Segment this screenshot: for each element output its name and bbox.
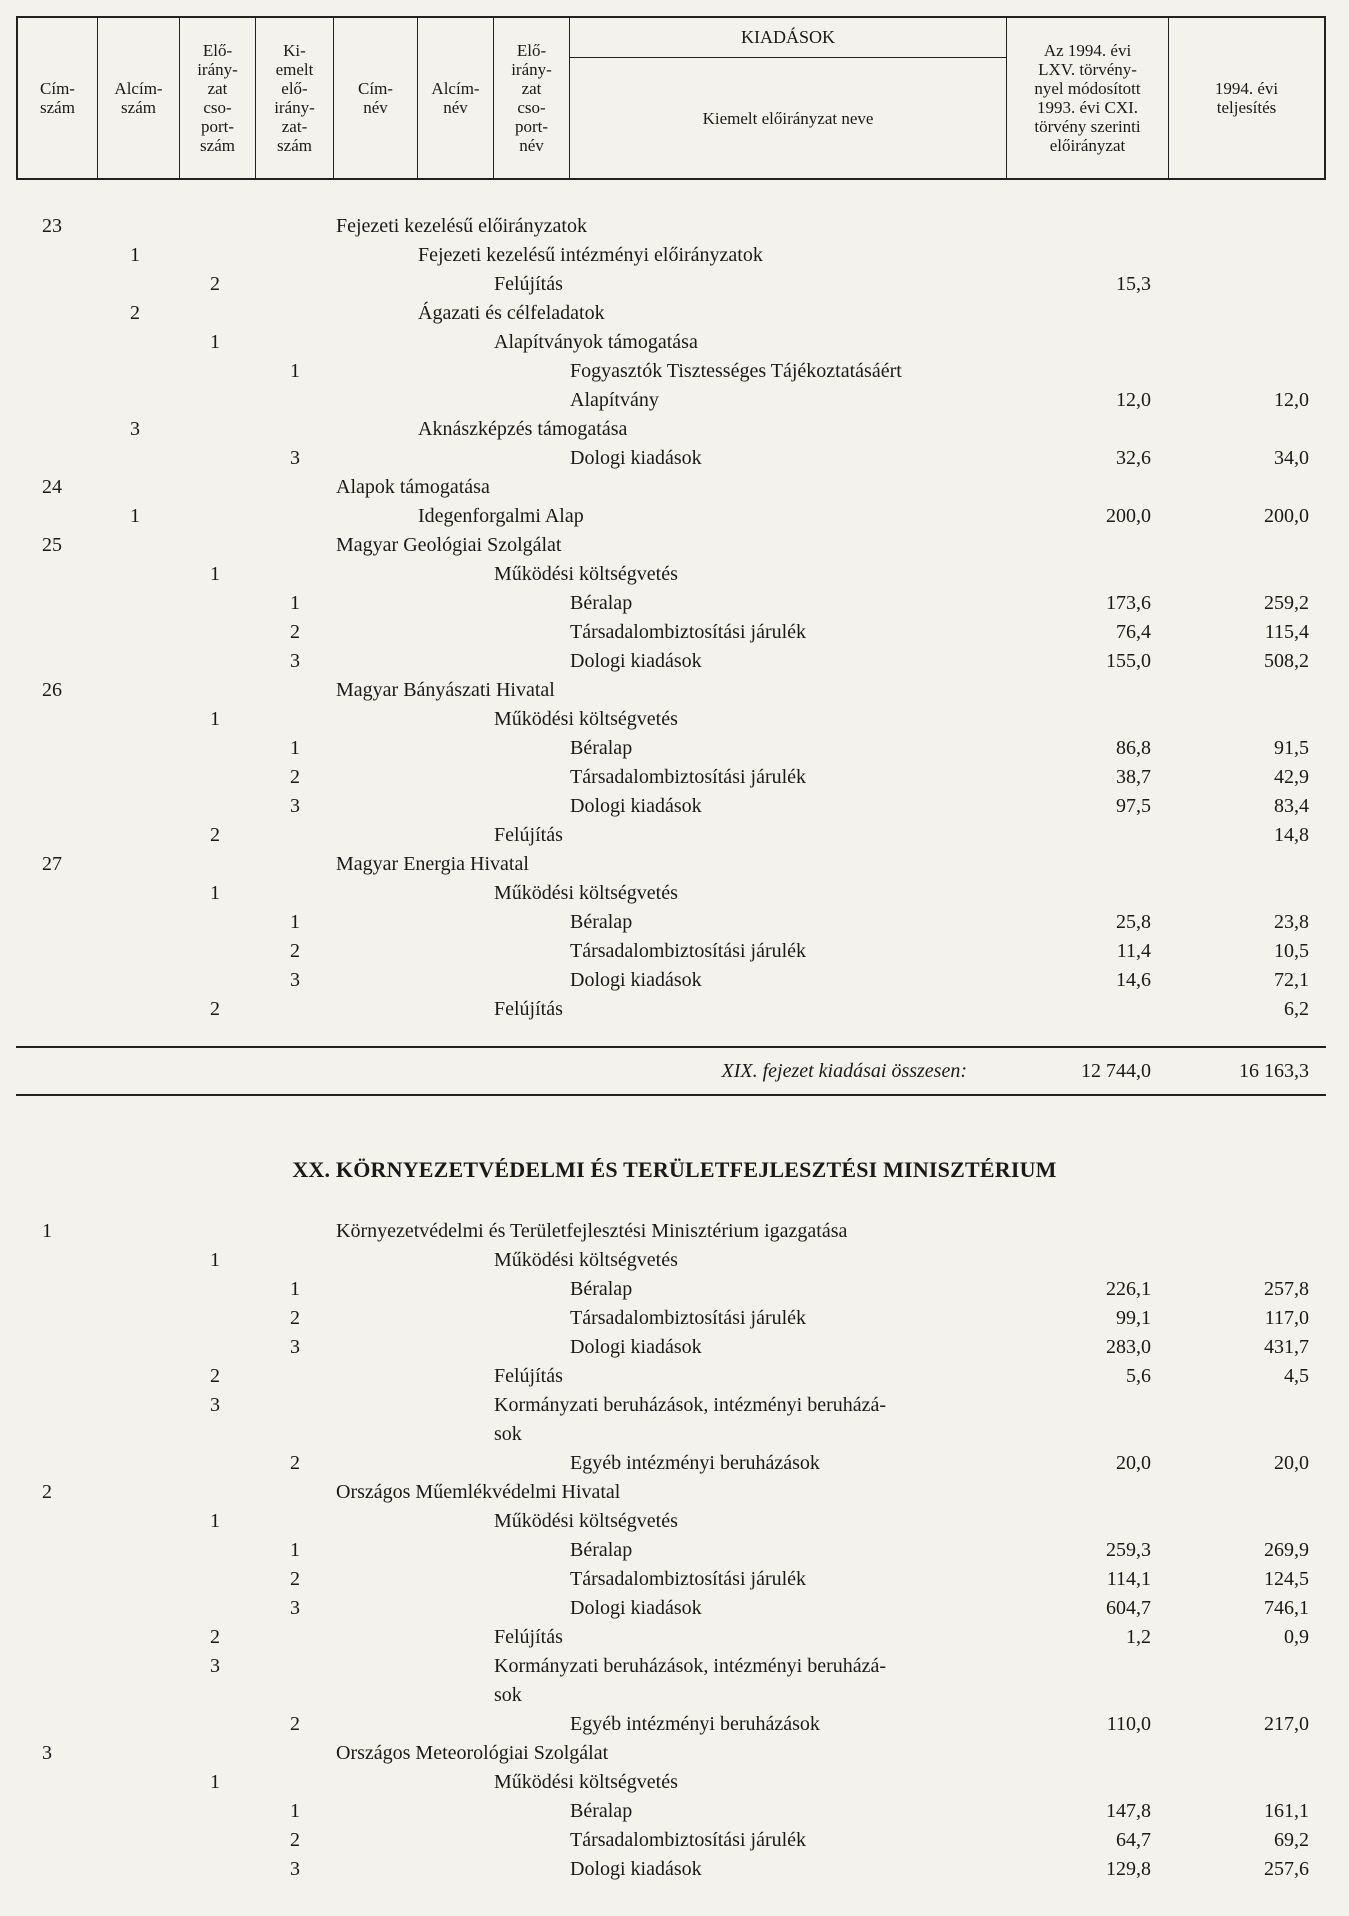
table-row bbox=[0, 1333, 1349, 1362]
row-value-teljesites: 217,0 bbox=[1264, 1713, 1309, 1735]
row-code: 1 bbox=[210, 708, 220, 730]
row-value-teljesites: 0,9 bbox=[1284, 1626, 1309, 1648]
table-header bbox=[16, 16, 1326, 180]
row-code: 2 bbox=[290, 940, 300, 962]
row-code: 2 bbox=[290, 1829, 300, 1851]
table-row bbox=[0, 676, 1349, 705]
row-name: Felújítás bbox=[494, 1626, 563, 1648]
row-value-teljesites: 259,2 bbox=[1264, 592, 1309, 614]
row-value-teljesites: 10,5 bbox=[1274, 940, 1309, 962]
table-row bbox=[0, 357, 1349, 386]
row-name: Béralap bbox=[570, 737, 633, 759]
row-code: 2 bbox=[130, 302, 140, 324]
table-row bbox=[0, 1710, 1349, 1739]
header-eloiranyzat-csoport-szam: Elő- irány- zat cso- port- szám bbox=[180, 18, 256, 178]
row-value-eloiranyzat: 259,3 bbox=[1106, 1539, 1151, 1561]
table-row bbox=[0, 1217, 1349, 1246]
row-code: 23 bbox=[42, 215, 62, 237]
row-code: 1 bbox=[290, 1800, 300, 1822]
row-code: 2 bbox=[290, 1713, 300, 1735]
table-row bbox=[0, 502, 1349, 531]
row-name: Társadalombiztosítási járulék bbox=[570, 1829, 807, 1851]
row-name: Alapok támogatása bbox=[336, 476, 490, 498]
row-value-teljesites: 91,5 bbox=[1274, 737, 1309, 759]
row-code: 3 bbox=[42, 1742, 52, 1764]
row-name: Béralap bbox=[570, 1278, 633, 1300]
row-code: 3 bbox=[210, 1394, 220, 1416]
row-code: 1 bbox=[130, 244, 140, 266]
row-name: Társadalombiztosítási járulék bbox=[570, 940, 807, 962]
row-value-eloiranyzat: 38,7 bbox=[1116, 766, 1151, 788]
row-name: Dologi kiadások bbox=[570, 650, 702, 672]
table-row bbox=[0, 995, 1349, 1024]
row-name: Felújítás bbox=[494, 824, 563, 846]
row-value-teljesites: 431,7 bbox=[1264, 1336, 1309, 1358]
row-code: 1 bbox=[210, 1510, 220, 1532]
row-value-teljesites: 269,9 bbox=[1264, 1539, 1309, 1561]
row-code: 1 bbox=[42, 1220, 52, 1242]
row-name: Dologi kiadások bbox=[570, 795, 702, 817]
table-row bbox=[0, 1391, 1349, 1420]
row-value-eloiranyzat: 147,8 bbox=[1106, 1800, 1151, 1822]
row-value-teljesites: 72,1 bbox=[1274, 969, 1309, 991]
row-value-teljesites: 42,9 bbox=[1274, 766, 1309, 788]
table-row bbox=[0, 792, 1349, 821]
table-row bbox=[0, 212, 1349, 241]
table-row bbox=[0, 1768, 1349, 1797]
row-name: Dologi kiadások bbox=[570, 969, 702, 991]
row-name: Idegenforgalmi Alap bbox=[418, 505, 584, 527]
row-code: 3 bbox=[210, 1655, 220, 1677]
row-value-teljesites: 257,8 bbox=[1264, 1278, 1309, 1300]
row-value-teljesites: 4,5 bbox=[1284, 1365, 1309, 1387]
table-row bbox=[0, 415, 1349, 444]
row-name: sok bbox=[494, 1423, 522, 1445]
row-code: 3 bbox=[290, 1597, 300, 1619]
table-row bbox=[0, 299, 1349, 328]
table-row bbox=[0, 589, 1349, 618]
table-row bbox=[0, 647, 1349, 676]
row-code: 2 bbox=[210, 273, 220, 295]
row-name: Egyéb intézményi beruházások bbox=[570, 1452, 820, 1474]
summary-value-eloiranyzat: 12 744,0 bbox=[1081, 1060, 1151, 1082]
table-row bbox=[0, 1536, 1349, 1565]
row-code: 2 bbox=[42, 1481, 52, 1503]
table-row bbox=[0, 1855, 1349, 1884]
row-code: 1 bbox=[210, 1771, 220, 1793]
table-row bbox=[0, 1304, 1349, 1333]
table-row bbox=[0, 1797, 1349, 1826]
row-name: Magyar Geológiai Szolgálat bbox=[336, 534, 562, 556]
row-value-teljesites: 23,8 bbox=[1274, 911, 1309, 933]
row-name: Egyéb intézményi beruházások bbox=[570, 1713, 820, 1735]
table-row bbox=[0, 1623, 1349, 1652]
table-row bbox=[0, 1478, 1349, 1507]
table-row bbox=[0, 560, 1349, 589]
summary-row bbox=[0, 1056, 1349, 1086]
table-row bbox=[0, 1275, 1349, 1304]
row-name: Felújítás bbox=[494, 998, 563, 1020]
table-row bbox=[0, 705, 1349, 734]
row-value-teljesites: 200,0 bbox=[1264, 505, 1309, 527]
table-row bbox=[0, 1652, 1349, 1681]
table-row bbox=[0, 1594, 1349, 1623]
row-name: Fogyasztók Tisztességes Tájékoztatásáért bbox=[570, 360, 902, 382]
row-value-teljesites: 124,5 bbox=[1264, 1568, 1309, 1590]
row-name: Aknászképzés támogatása bbox=[418, 418, 628, 440]
row-value-teljesites: 508,2 bbox=[1264, 650, 1309, 672]
row-name: Kormányzati beruházások, intézményi beruházá- bbox=[494, 1655, 887, 1677]
header-cim-nev: Cím- név bbox=[334, 18, 418, 178]
row-value-eloiranyzat: 76,4 bbox=[1116, 621, 1151, 643]
row-name: Alapítványok támogatása bbox=[494, 331, 698, 353]
row-value-teljesites: 12,0 bbox=[1274, 389, 1309, 411]
row-value-eloiranyzat: 173,6 bbox=[1106, 592, 1151, 614]
table-row bbox=[0, 241, 1349, 270]
row-value-eloiranyzat: 97,5 bbox=[1116, 795, 1151, 817]
row-value-eloiranyzat: 200,0 bbox=[1106, 505, 1151, 527]
header-kiemelt-eloiranyzat-szam: Ki- emelt elő- irány- zat- szám bbox=[256, 18, 334, 178]
row-code: 1 bbox=[290, 737, 300, 759]
row-value-teljesites: 257,6 bbox=[1264, 1858, 1309, 1880]
row-code: 1 bbox=[290, 592, 300, 614]
row-name: Országos Műemlékvédelmi Hivatal bbox=[336, 1481, 621, 1503]
row-code: 1 bbox=[210, 563, 220, 585]
row-code: 3 bbox=[290, 650, 300, 672]
row-value-eloiranyzat: 155,0 bbox=[1106, 650, 1151, 672]
row-name: Működési költségvetés bbox=[494, 1510, 678, 1532]
row-name: Alapítvány bbox=[570, 389, 659, 411]
row-name: sok bbox=[494, 1684, 522, 1706]
row-name: Béralap bbox=[570, 1539, 633, 1561]
row-code: 2 bbox=[290, 1307, 300, 1329]
table-row bbox=[0, 1565, 1349, 1594]
row-value-eloiranyzat: 110,0 bbox=[1106, 1713, 1151, 1735]
row-value-teljesites: 6,2 bbox=[1284, 998, 1309, 1020]
row-name: Béralap bbox=[570, 592, 633, 614]
row-name: Dologi kiadások bbox=[570, 1597, 702, 1619]
row-name: Működési költségvetés bbox=[494, 563, 678, 585]
table-row bbox=[0, 1449, 1349, 1478]
row-name: Környezetvédelmi és Területfejlesztési Minisztérium igazgatása bbox=[336, 1220, 848, 1242]
table-row bbox=[0, 908, 1349, 937]
table-row bbox=[0, 1420, 1349, 1449]
table-row bbox=[0, 734, 1349, 763]
row-code: 2 bbox=[210, 998, 220, 1020]
row-code: 1 bbox=[130, 505, 140, 527]
header-modositott-eloiranyzat: Az 1994. évi LXV. törvény- nyel módosított 1993. évi CXI. törvény szerinti előirányzat bbox=[1007, 18, 1169, 178]
row-name: Működési költségvetés bbox=[494, 882, 678, 904]
row-value-teljesites: 14,8 bbox=[1274, 824, 1309, 846]
row-value-teljesites: 117,0 bbox=[1264, 1307, 1309, 1329]
table-row bbox=[0, 937, 1349, 966]
section-title: XX. KÖRNYEZETVÉDELMI ÉS TERÜLETFEJLESZTÉSI MINISZTÉRIUM bbox=[292, 1157, 1057, 1182]
row-value-eloiranyzat: 64,7 bbox=[1116, 1829, 1151, 1851]
row-value-eloiranyzat: 32,6 bbox=[1116, 447, 1151, 469]
summary-label: XIX. fejezet kiadásai összesen: bbox=[721, 1060, 967, 1082]
row-name: Béralap bbox=[570, 911, 633, 933]
header-eloiranyzat-csoport-nev: Elő- irány- zat cso- port- név bbox=[494, 18, 570, 178]
divider-line bbox=[16, 1094, 1326, 1096]
row-name: Dologi kiadások bbox=[570, 1858, 702, 1880]
row-code: 3 bbox=[290, 969, 300, 991]
row-code: 3 bbox=[290, 447, 300, 469]
row-code: 1 bbox=[290, 360, 300, 382]
row-code: 26 bbox=[42, 679, 62, 701]
row-name: Magyar Bányászati Hivatal bbox=[336, 679, 555, 701]
row-code: 1 bbox=[290, 1278, 300, 1300]
divider-line bbox=[16, 1046, 1326, 1048]
row-value-eloiranyzat: 15,3 bbox=[1116, 273, 1151, 295]
row-value-teljesites: 115,4 bbox=[1264, 621, 1309, 643]
row-value-eloiranyzat: 14,6 bbox=[1116, 969, 1151, 991]
row-code: 1 bbox=[290, 911, 300, 933]
row-name: Működési költségvetés bbox=[494, 708, 678, 730]
row-code: 3 bbox=[290, 795, 300, 817]
row-name: Béralap bbox=[570, 1800, 633, 1822]
row-name: Kormányzati beruházások, intézményi beruházá- bbox=[494, 1394, 887, 1416]
row-code: 25 bbox=[42, 534, 62, 556]
row-code: 3 bbox=[130, 418, 140, 440]
row-value-teljesites: 746,1 bbox=[1264, 1597, 1309, 1619]
row-value-eloiranyzat: 11,4 bbox=[1116, 940, 1151, 962]
header-alcim-nev: Alcím- név bbox=[418, 18, 494, 178]
row-value-teljesites: 20,0 bbox=[1274, 1452, 1309, 1474]
row-name: Felújítás bbox=[494, 273, 563, 295]
table-row bbox=[0, 531, 1349, 560]
row-code: 2 bbox=[290, 621, 300, 643]
row-code: 2 bbox=[210, 1365, 220, 1387]
row-value-eloiranyzat: 5,6 bbox=[1126, 1365, 1151, 1387]
row-name: Felújítás bbox=[494, 1365, 563, 1387]
row-value-eloiranyzat: 20,0 bbox=[1116, 1452, 1151, 1474]
row-name: Társadalombiztosítási járulék bbox=[570, 1568, 807, 1590]
table-row bbox=[0, 850, 1349, 879]
row-name: Ágazati és célfeladatok bbox=[418, 302, 605, 324]
table-row bbox=[0, 473, 1349, 502]
row-code: 1 bbox=[210, 1249, 220, 1271]
row-code: 2 bbox=[290, 766, 300, 788]
row-value-eloiranyzat: 25,8 bbox=[1116, 911, 1151, 933]
row-code: 24 bbox=[42, 476, 62, 498]
row-name: Társadalombiztosítási járulék bbox=[570, 1307, 807, 1329]
header-alcim-szam: Alcím- szám bbox=[98, 18, 180, 178]
row-value-eloiranyzat: 129,8 bbox=[1106, 1858, 1151, 1880]
row-name: Társadalombiztosítási járulék bbox=[570, 766, 807, 788]
table-row bbox=[0, 879, 1349, 908]
row-name: Dologi kiadások bbox=[570, 1336, 702, 1358]
table-row bbox=[0, 1826, 1349, 1855]
header-kiadasok: KIADÁSOK bbox=[570, 18, 1007, 58]
table-row bbox=[0, 270, 1349, 299]
row-code: 2 bbox=[210, 1626, 220, 1648]
table-row bbox=[0, 763, 1349, 792]
row-code: 27 bbox=[42, 853, 62, 875]
header-kiemelt-eloiranyzat-neve: Kiemelt előirányzat neve bbox=[570, 58, 1007, 180]
table-row bbox=[0, 821, 1349, 850]
row-value-eloiranyzat: 114,1 bbox=[1106, 1568, 1151, 1590]
row-code: 3 bbox=[290, 1858, 300, 1880]
table-row bbox=[0, 386, 1349, 415]
row-code: 2 bbox=[290, 1452, 300, 1474]
table-row bbox=[0, 618, 1349, 647]
table-row bbox=[0, 1507, 1349, 1536]
row-name: Magyar Energia Hivatal bbox=[336, 853, 529, 875]
row-name: Fejezeti kezelésű intézményi előirányzatok bbox=[418, 244, 763, 266]
row-name: Fejezeti kezelésű előirányzatok bbox=[336, 215, 587, 237]
table-row bbox=[0, 1362, 1349, 1391]
row-name: Működési költségvetés bbox=[494, 1771, 678, 1793]
row-name: Működési költségvetés bbox=[494, 1249, 678, 1271]
row-name: Országos Meteorológiai Szolgálat bbox=[336, 1742, 609, 1764]
header-cim-szam: Cím- szám bbox=[18, 18, 98, 178]
row-value-eloiranyzat: 86,8 bbox=[1116, 737, 1151, 759]
summary-value-teljesites: 16 163,3 bbox=[1239, 1060, 1309, 1082]
row-value-teljesites: 83,4 bbox=[1274, 795, 1309, 817]
table-row bbox=[0, 966, 1349, 995]
row-value-eloiranyzat: 99,1 bbox=[1116, 1307, 1151, 1329]
row-code: 1 bbox=[210, 882, 220, 904]
header-teljesites: 1994. évi teljesítés bbox=[1214, 79, 1279, 117]
row-value-eloiranyzat: 283,0 bbox=[1106, 1336, 1151, 1358]
table-row bbox=[0, 1681, 1349, 1710]
row-code: 1 bbox=[290, 1539, 300, 1561]
row-value-eloiranyzat: 12,0 bbox=[1116, 389, 1151, 411]
row-value-teljesites: 34,0 bbox=[1274, 447, 1309, 469]
row-value-eloiranyzat: 226,1 bbox=[1106, 1278, 1151, 1300]
row-code: 2 bbox=[210, 824, 220, 846]
row-name: Társadalombiztosítási járulék bbox=[570, 621, 807, 643]
row-code: 1 bbox=[210, 331, 220, 353]
row-name: Dologi kiadások bbox=[570, 447, 702, 469]
row-code: 2 bbox=[290, 1568, 300, 1590]
row-value-teljesites: 161,1 bbox=[1264, 1800, 1309, 1822]
row-code: 3 bbox=[290, 1336, 300, 1358]
table-row bbox=[0, 444, 1349, 473]
row-value-eloiranyzat: 604,7 bbox=[1106, 1597, 1151, 1619]
table-row bbox=[0, 328, 1349, 357]
row-value-eloiranyzat: 1,2 bbox=[1126, 1626, 1151, 1648]
table-row bbox=[0, 1246, 1349, 1275]
table-row bbox=[0, 1739, 1349, 1768]
row-value-teljesites: 69,2 bbox=[1274, 1829, 1309, 1851]
